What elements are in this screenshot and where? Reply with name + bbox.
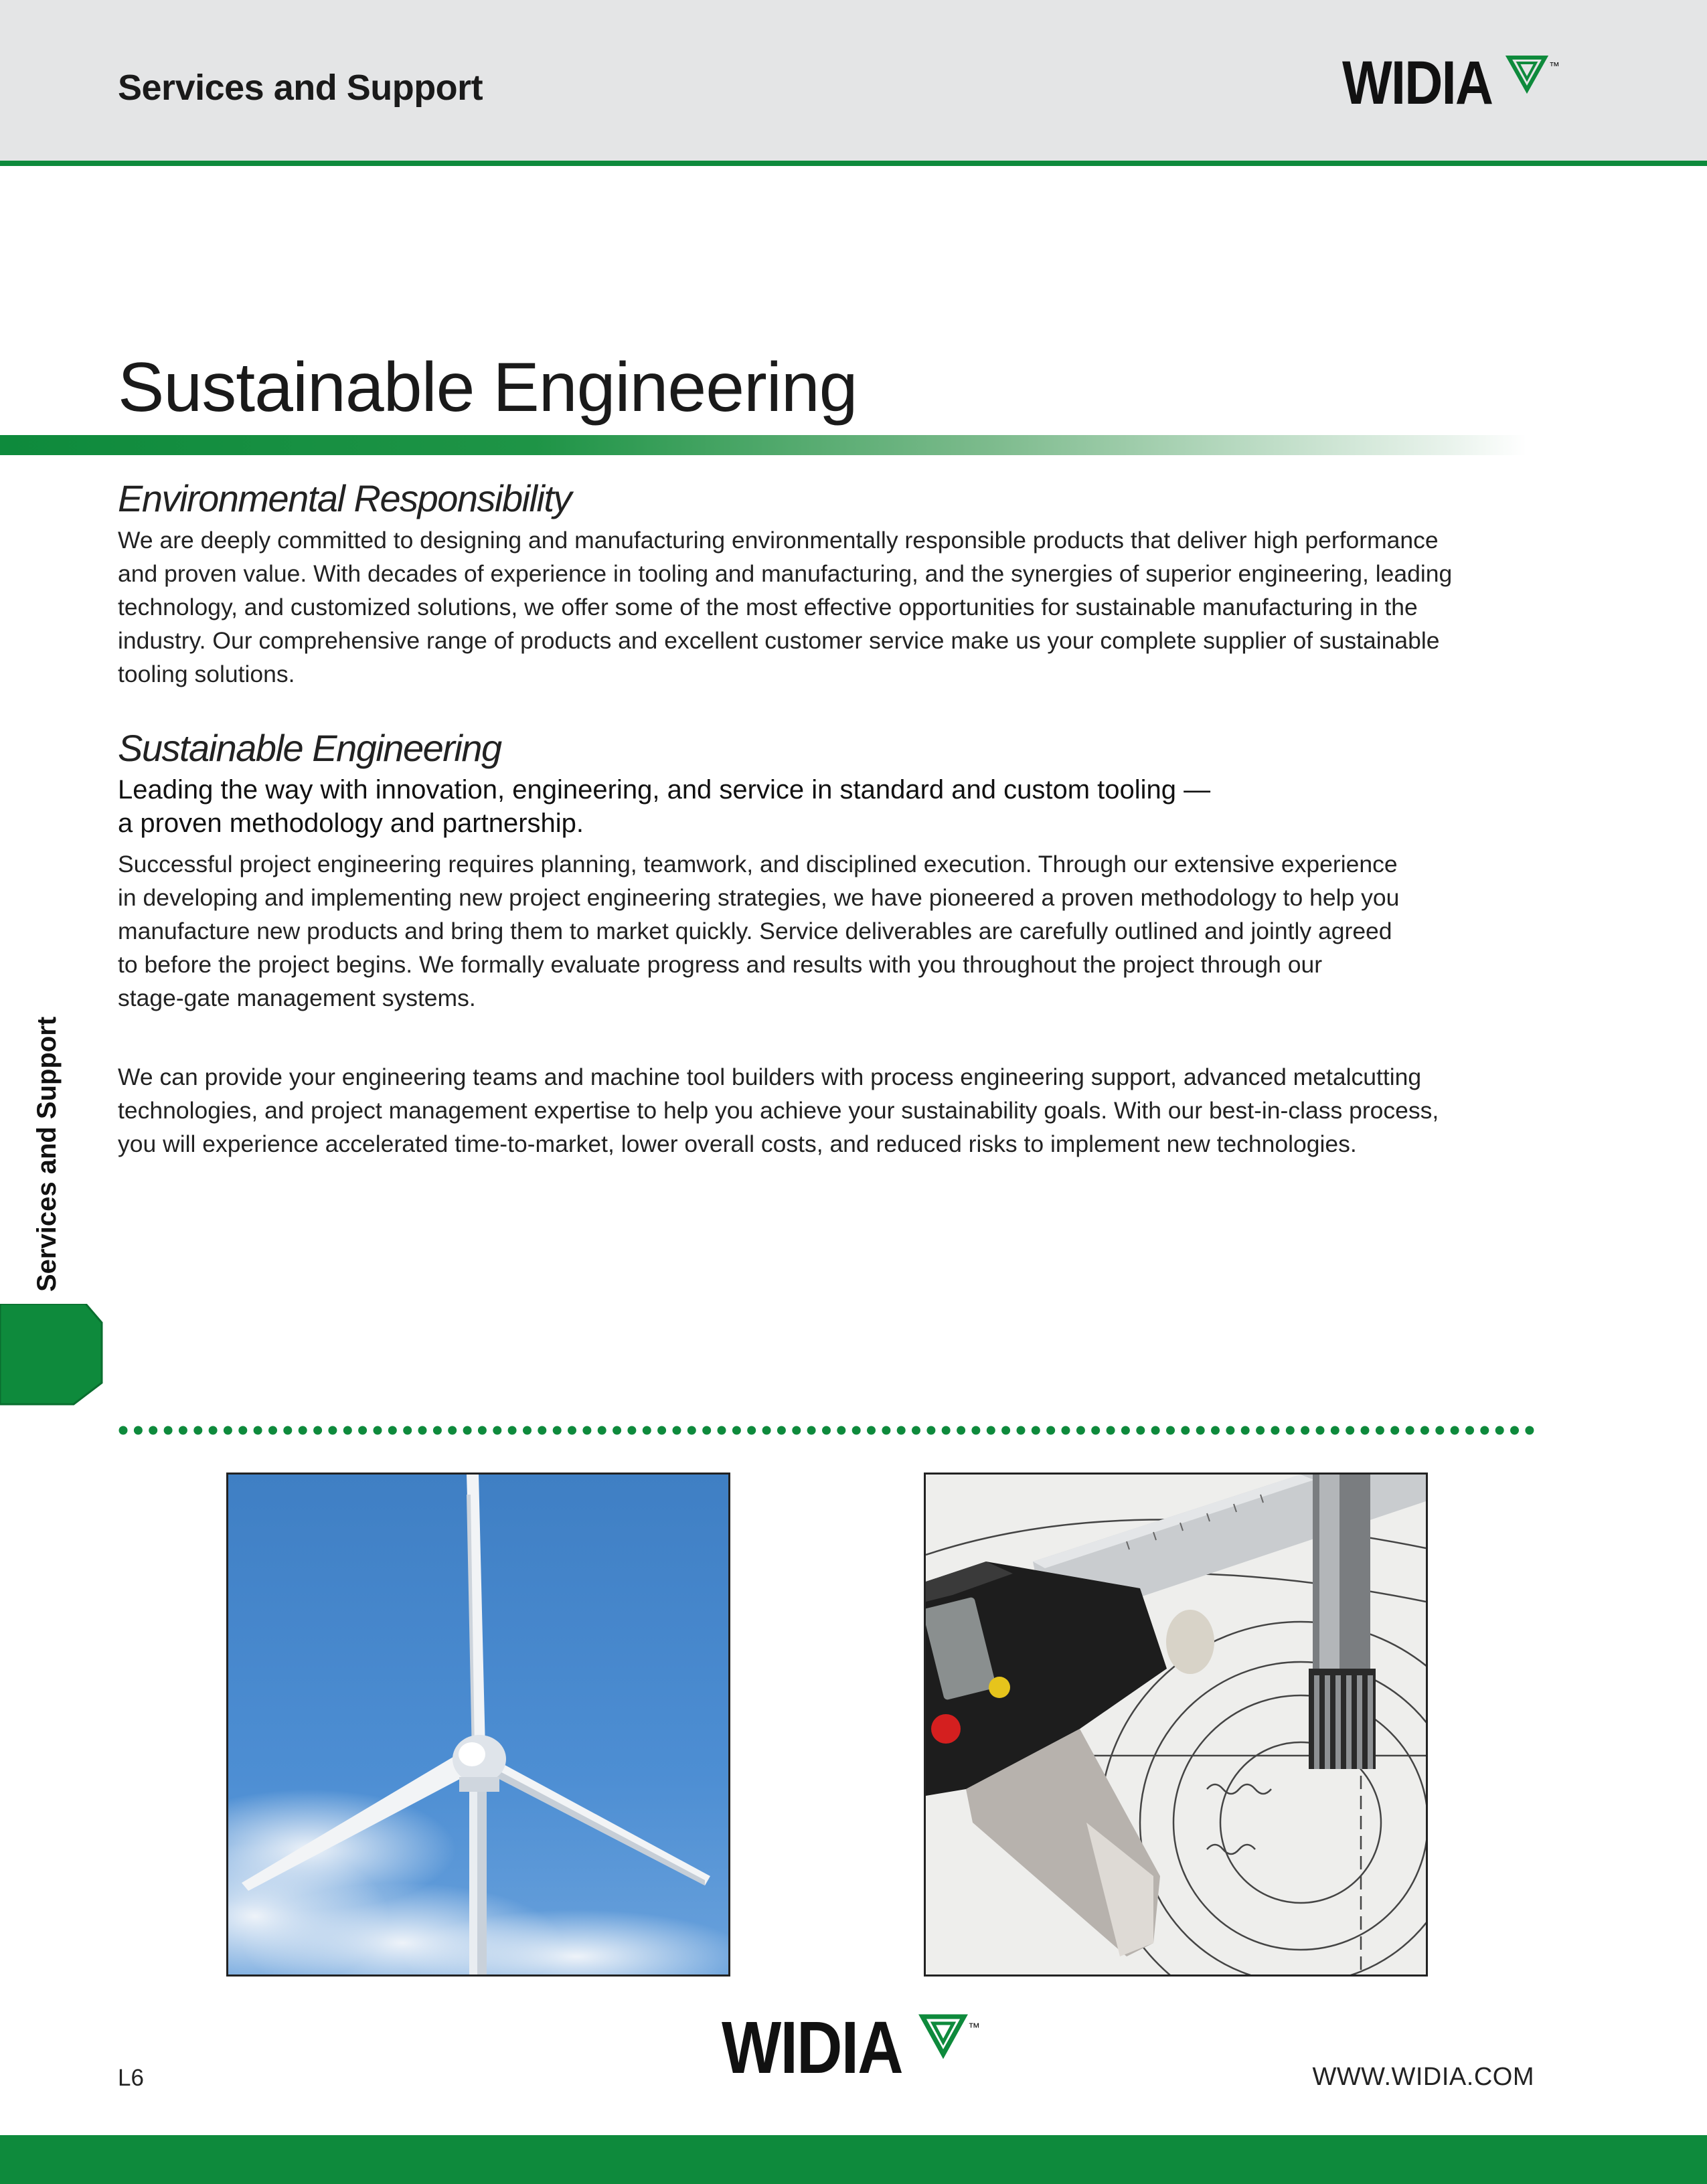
widia-logo-footer (722, 2007, 985, 2089)
widia-logo-header (1342, 49, 1565, 117)
environmental-paragraph: We are deeply committed to designing and manufacturing environmentally responsible products that deliver high performance and proven value. With decades of experience in tooling and manufacturing, and the synergies of superior engineering, leading technology, and customized solutions, we offer some of the most effective opportunities for sustainable manufacturing in the industry. Our comprehensive range of products and excellent customer service make us your complete supplier of sustainable tooling solutions. (118, 527, 1453, 687)
page-number: L6 (118, 2065, 144, 2091)
sustainable-paragraph-1: Successful project engineering requires planning, teamwork, and disciplined execution. Through our extensive experience in developing and implementing new project engineering strategies, we have pioneered a proven methodology to help you manufacture new products and bring them to market quickly. Service deliverables are carefully outlined and jointly agreed to before the project begins. We formally evaluate progress and results with you throughout the project through our stage-gate management systems. (118, 851, 1400, 1011)
side-tab-label: Services and Support (32, 1016, 62, 1292)
logo-wordmark: WIDIA (1342, 49, 1493, 117)
side-tab (0, 1304, 104, 1409)
sustainable-paragraph-2: We can provide your engineering teams and machine tool builders with process engineering support, advanced metalcutting technologies, and project management expertise to help you achieve your sustainability goals. With our best-in-class process, you will experience accelerated time-to-market, lower overall costs, and reduced risks to implement new technologies. (118, 1064, 1439, 1157)
sustainable-lead: Leading the way with innovation, engineering, and service in standard and custom tooling — a proven methodology and partnership. (118, 775, 1211, 838)
logo-wordmark: WIDIA (722, 2007, 902, 2089)
website-url: WWW.WIDIA.COM (1312, 2063, 1534, 2091)
section-heading-environmental: Environmental Responsibility (118, 477, 572, 519)
logo-triangle-icon (918, 2014, 985, 2061)
dotted-divider (118, 1424, 1537, 1437)
wind-turbine-photo (226, 1473, 730, 1977)
svg-text:™: ™ (1548, 61, 1560, 72)
header-rule (0, 161, 1707, 166)
svg-text:™: ™ (967, 2021, 980, 2034)
page-title: Sustainable Engineering (118, 349, 858, 426)
section-heading-sustainable: Sustainable Engineering (118, 727, 501, 769)
title-gradient-bar (0, 435, 1526, 455)
footer-bar (0, 2135, 1707, 2184)
caliper-drawing-photo (924, 1473, 1428, 1977)
logo-triangle-icon (1505, 55, 1565, 95)
section-label: Services and Support (118, 68, 483, 108)
